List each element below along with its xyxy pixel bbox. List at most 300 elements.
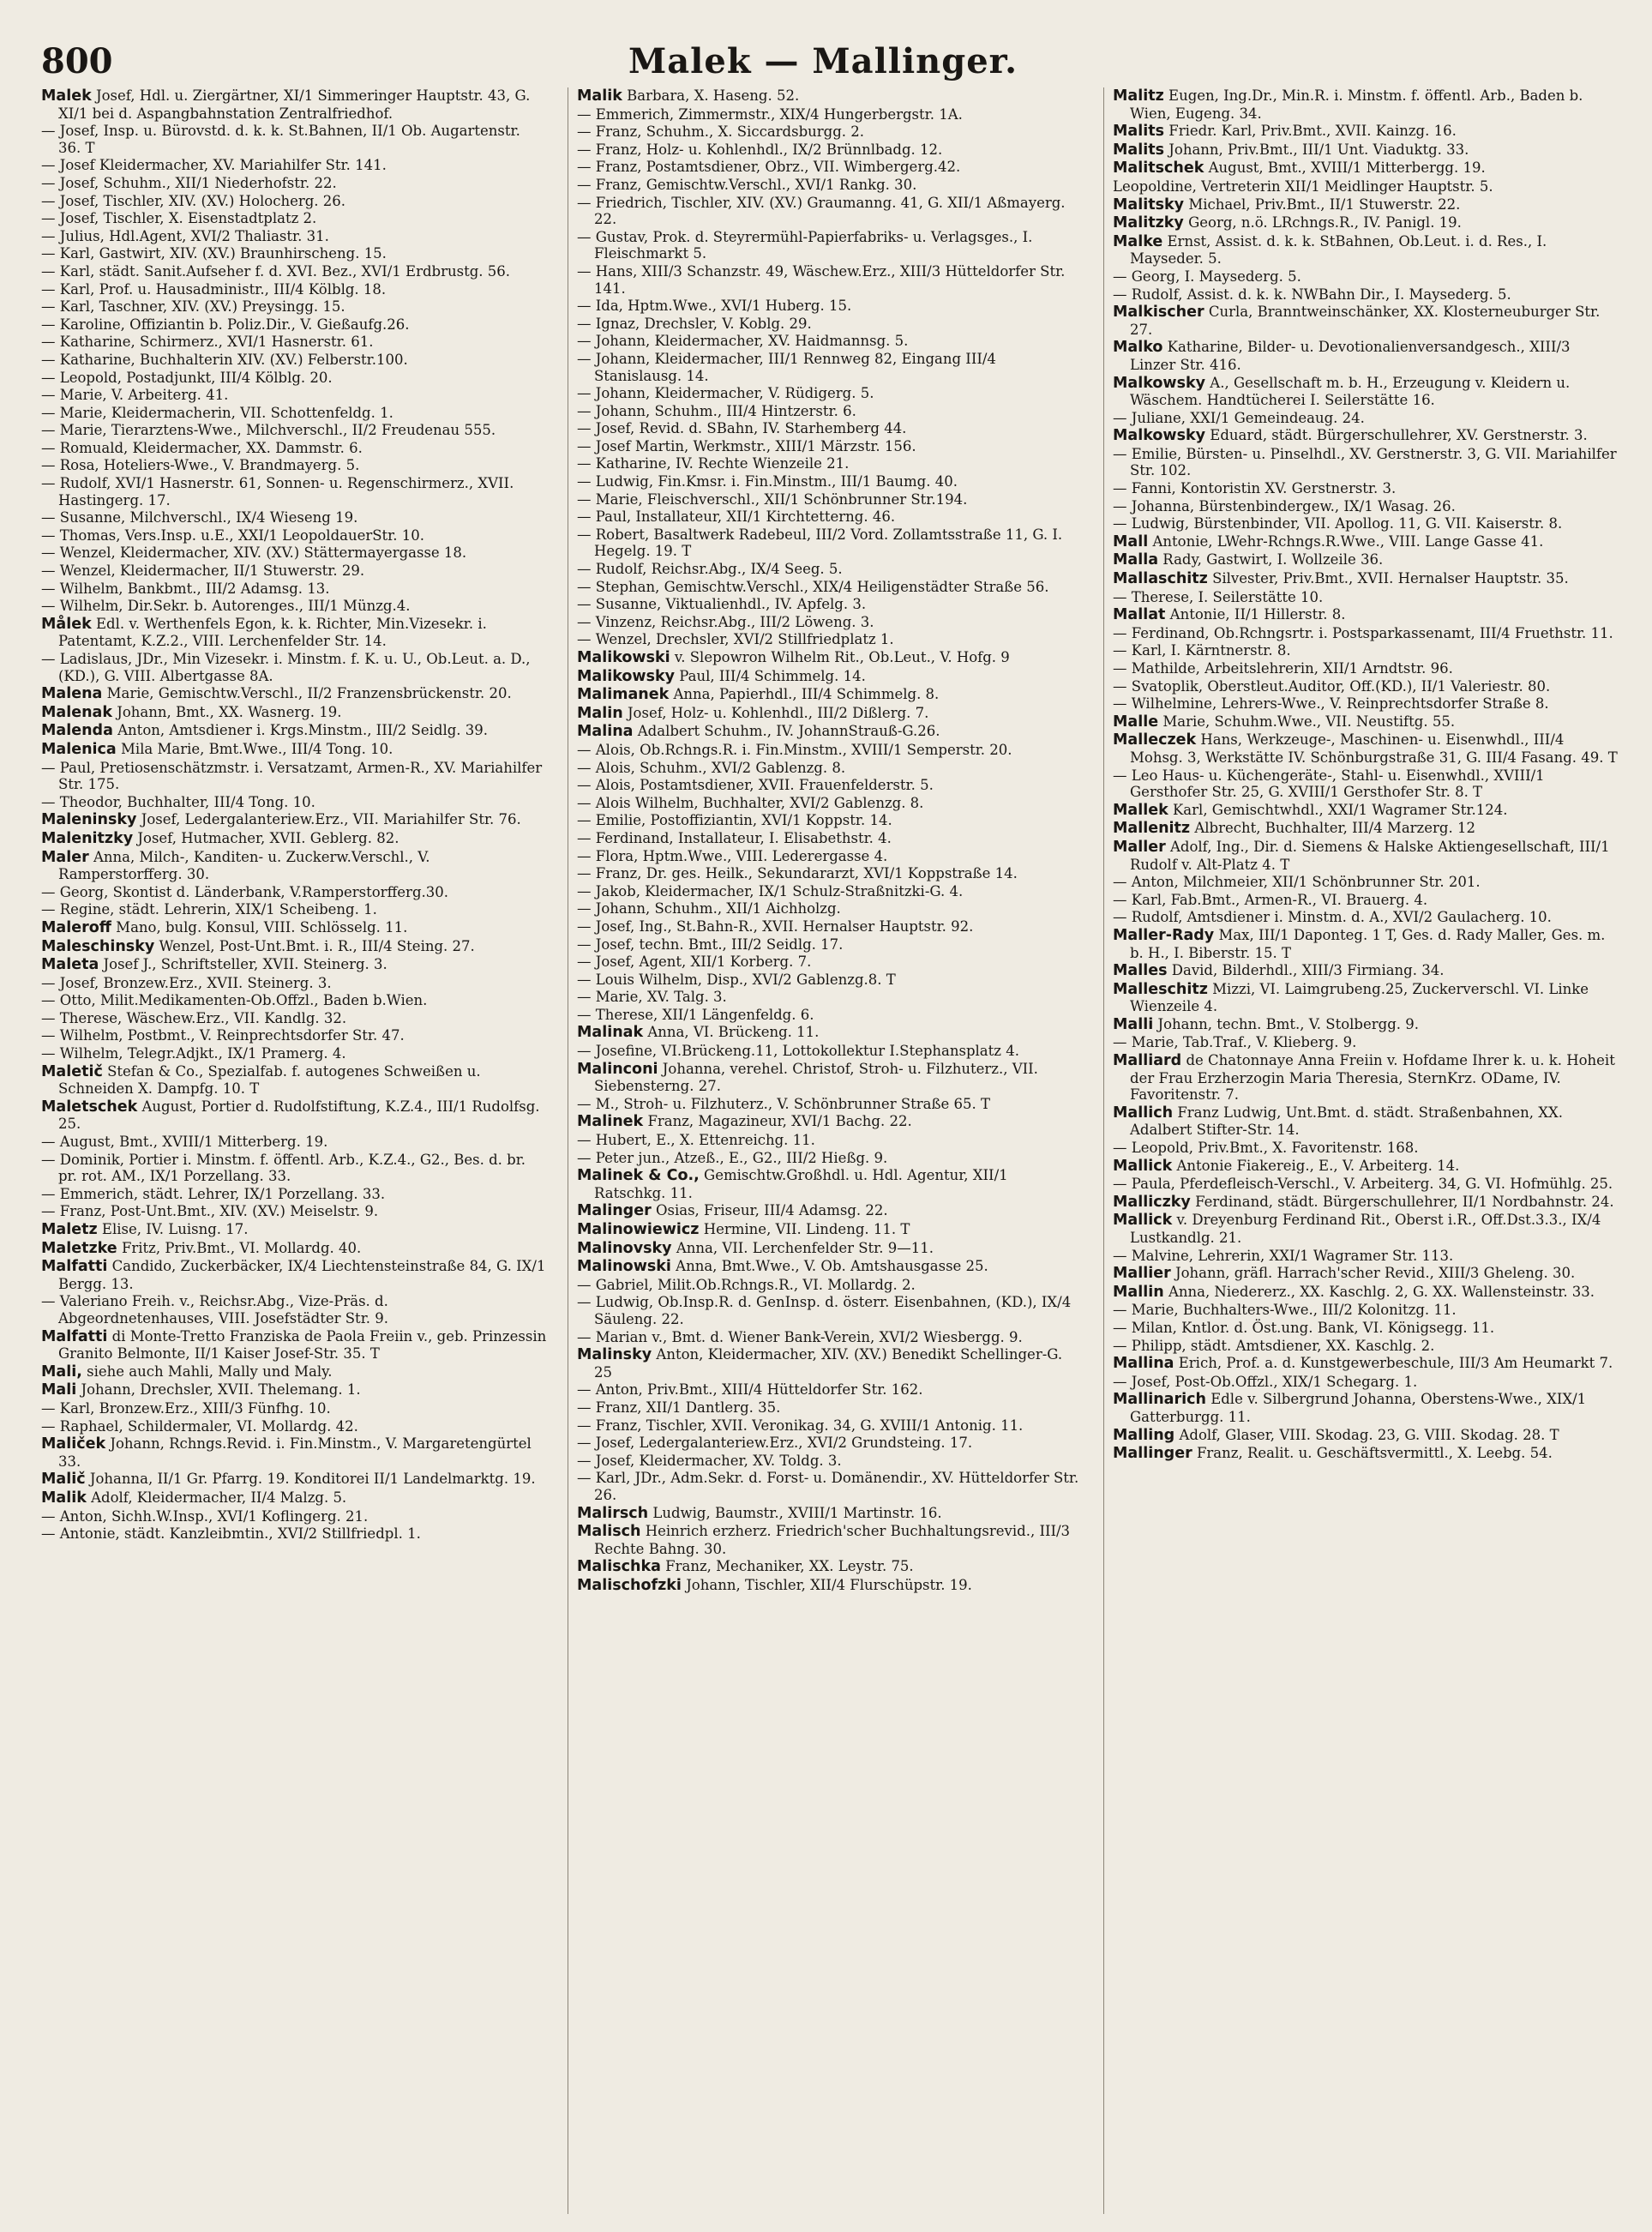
- entry-details: Franz Ludwig, Unt.Bmt. d. städt. Straßenbahnen, XX. Adalbert Stifter-Str. 14.: [1130, 1104, 1563, 1139]
- entry-details: — Friedrich, Tischler, XIV. (XV.) Graumanng. 41, G. XII/1 Aßmayerg. 22.: [577, 194, 1066, 228]
- entry-details: Johann, gräfl. Harrach'scher Revid., XIII/3 Gheleng. 30.: [1174, 1265, 1576, 1282]
- directory-entry: [577, 229, 1083, 262]
- directory-entry: [41, 938, 547, 956]
- entry-details: — Alois, Ob.Rchngs.R. i. Fin.Minstm., XVIII/1 Semperstr. 20.: [577, 741, 1012, 758]
- entry-details: — Karoline, Offiziantin b. Poliz.Dir., V. Gießaufg.26.: [41, 316, 410, 333]
- entry-details: Johann, Bmt., XX. Wasnerg. 19.: [117, 703, 342, 720]
- directory-entry: [1113, 1284, 1619, 1302]
- entry-details: August, Portier d. Rudolfstiftung, K.Z.4., III/1 Rudolfsg. 25.: [58, 1098, 540, 1133]
- directory-entry: [41, 1186, 547, 1203]
- directory-entry: [1113, 286, 1619, 304]
- directory-entry: [577, 1007, 1083, 1024]
- entry-details: — Alois, Postamtsdiener, XVII. Frauenfelderstr. 5.: [577, 777, 934, 794]
- entry-details: Stefan & Co., Spezialfab. f. autogenes Schweißen u. Schneiden X. Dampfg. 10. T: [58, 1062, 481, 1098]
- directory-entry: [577, 848, 1083, 865]
- entry-details: — Karl, Fab.Bmt., Armen-R., VI. Brauerg. 4.: [1113, 891, 1428, 908]
- entry-details: — Ladislaus, JDr., Min Vizesekr. i. Minstm. f. K. u. U., Ob.Leut. a. D., (KD.), G. VIII. Albertgasse 8A.: [41, 651, 531, 684]
- entry-details: Eugen, Ing.Dr., Min.R. i. Minstm. f. öffentl. Arb., Baden b. Wien, Eugeng. 34.: [1130, 87, 1583, 122]
- directory-entry: [1113, 446, 1619, 479]
- directory-entry: [1113, 87, 1619, 122]
- directory-entry: [577, 420, 1083, 437]
- directory-entry: [1113, 1016, 1619, 1034]
- entry-surname: Malimanek: [577, 686, 670, 704]
- entry-surname: Mallek: [1113, 801, 1168, 819]
- entry-surname: Maletschek: [41, 1098, 138, 1116]
- entry-surname: Mallick: [1113, 1157, 1173, 1175]
- directory-entry: [41, 1508, 547, 1525]
- directory-entry: [1113, 515, 1619, 532]
- entry-surname: Mallat: [1113, 606, 1166, 624]
- entry-details: — Marie, Tab.Traf., V. Klieberg. 9.: [1113, 1034, 1357, 1051]
- entry-surname: Malke: [1113, 232, 1163, 250]
- directory-entry: [1113, 660, 1619, 677]
- directory-entry: [41, 210, 547, 227]
- entry-details: — Ludwig, Ob.Insp.R. d. GenInsp. d. österr. Eisenbahnen, (KD.), IX/4 Säuleng. 22.: [577, 1294, 1072, 1327]
- directory-entry: [577, 1221, 1083, 1239]
- entry-details: Mila Marie, Bmt.Wwe., III/4 Tong. 10.: [120, 740, 393, 757]
- entry-surname: Malinowiewicz: [577, 1221, 700, 1238]
- entry-details: Michael, Priv.Bmt., II/1 Stuwerstr. 22.: [1188, 196, 1461, 213]
- entry-details: — Josef Martin, Werkmstr., XIII/1 Märzstr. 156.: [577, 437, 916, 454]
- entry-details: — Wilhelm, Telegr.Adjkt., IX/1 Pramerg. 4.: [41, 1045, 346, 1062]
- entry-details: — M., Stroh- u. Filzhuterz., V. Schönbrunner Straße 65. T: [577, 1095, 991, 1112]
- entry-details: — Karl, Taschner, XIV. (XV.) Preysingg. 15.: [41, 298, 345, 316]
- directory-entry: [41, 811, 547, 829]
- directory-entry: [1113, 981, 1619, 1015]
- directory-entry: [577, 1150, 1083, 1167]
- entry-details: — Johann, Schuhm., XII/1 Aichholzg.: [577, 900, 841, 917]
- directory-entry: [577, 403, 1083, 420]
- entry-details: — Anton, Priv.Bmt., XIII/4 Hütteldorfer Str. 162.: [577, 1381, 923, 1399]
- entry-details: Antonie, II/1 Hillerstr. 8.: [1169, 606, 1346, 623]
- entry-details: — Karl, Gastwirt, XIV. (XV.) Braunhirscheng. 15.: [41, 245, 387, 262]
- entry-surname: Malinowski: [577, 1258, 671, 1276]
- entry-details: Anna, Niedererz., XX. Kaschlg. 2, G. XX. Wallensteinstr. 33.: [1168, 1283, 1595, 1300]
- directory-entry: [577, 865, 1083, 882]
- directory-entry: [577, 1277, 1083, 1294]
- entry-surname: Malitz: [1113, 87, 1164, 105]
- directory-entry: [577, 1417, 1083, 1435]
- entry-details: — Raphael, Schildermaler, VI. Mollardg. 42.: [41, 1417, 358, 1435]
- entry-surname: Malla: [1113, 551, 1159, 569]
- entry-surname: Malina: [577, 723, 634, 741]
- directory-entry: [41, 281, 547, 298]
- directory-entry: [1113, 123, 1619, 141]
- entry-details: — Franz, XII/1 Dantlerg. 35.: [577, 1399, 781, 1416]
- entry-details: — Leopold, Priv.Bmt., X. Favoritenstr. 168.: [1113, 1140, 1419, 1157]
- entry-details: — Wenzel, Kleidermacher, II/1 Stuwerstr. 29.: [41, 563, 365, 580]
- directory-entry: [41, 849, 547, 883]
- directory-entry: [577, 1435, 1083, 1452]
- directory-entry: [577, 883, 1083, 900]
- entry-details: — Susanne, Viktualienhdl., IV. Apfelg. 3.: [577, 596, 867, 613]
- entry-details: Curla, Branntweinschänker, XX. Klosterneuburger Str. 27.: [1130, 304, 1601, 338]
- directory-entry: [1113, 1248, 1619, 1265]
- entry-surname: Malitzky: [1113, 214, 1184, 232]
- directory-entry: [577, 1240, 1083, 1258]
- entry-details: — Wenzel, Drechsler, XVI/2 Stillfriedplatz 1.: [577, 631, 894, 648]
- entry-surname: Mallenitz: [1113, 820, 1191, 838]
- entry-details: Rady, Gastwirt, I. Wollzeile 36.: [1162, 551, 1384, 569]
- directory-entry: [1113, 1194, 1619, 1212]
- directory-entry: [577, 989, 1083, 1006]
- entry-details: Marie, Gemischtw.Verschl., II/2 Franzensbrückenstr. 20.: [106, 685, 512, 702]
- entry-details: — Franz, Post-Unt.Bmt., XIV. (XV.) Meiselstr. 9.: [41, 1203, 379, 1220]
- directory-entry: [41, 1418, 547, 1435]
- directory-entry: [41, 1240, 547, 1258]
- entry-details: A., Gesellschaft m. b. H., Erzeugung v. Kleidern u. Wäschem. Handtücherei I. Seilerstätte 16.: [1130, 374, 1571, 409]
- entry-surname: Malkowsky: [1113, 427, 1206, 445]
- entry-details: — Ferdinand, Ob.Rchngsrtr. i. Postsparkassenamt, III/4 Fruethstr. 11.: [1113, 624, 1613, 641]
- directory-entry: [41, 245, 547, 262]
- entry-details: Paul, III/4 Schimmelg. 14.: [679, 667, 866, 684]
- entry-surname: Mali,: [41, 1363, 82, 1381]
- directory-entry: [41, 760, 547, 793]
- entry-details: Leopoldine, Vertreterin XII/1 Meidlinger Hauptstr. 5.: [1113, 177, 1493, 195]
- directory-entry: [41, 581, 547, 598]
- directory-entry: [577, 614, 1083, 631]
- page-header: [34, 41, 1612, 84]
- directory-entry: [577, 106, 1083, 123]
- entry-details: — Paul, Pretiosenschätzmstr. i. Versatzamt, Armen-R., XV. Mariahilfer Str. 175.: [41, 759, 543, 793]
- entry-details: — Josef, Revid. d. SBahn, IV. Starhemberg 44.: [577, 420, 907, 437]
- directory-entry: [1113, 1302, 1619, 1319]
- directory-entry: [1113, 731, 1619, 766]
- directory-entry: [577, 579, 1083, 596]
- directory-entry: [577, 1202, 1083, 1220]
- entry-details: Johann, Drechsler, XVII. Thelemang. 1.: [81, 1381, 361, 1399]
- entry-details: — Karl, Bronzew.Erz., XIII/3 Fünfhg. 10.: [41, 1399, 331, 1417]
- directory-entry: [41, 405, 547, 422]
- entry-details: — Emilie, Postoffiziantin, XVI/1 Koppstr. 14.: [577, 812, 892, 829]
- directory-entry: [41, 830, 547, 848]
- entry-details: — Emmerich, städt. Lehrer, IX/1 Porzellang. 33.: [41, 1185, 386, 1202]
- column-1: [41, 87, 547, 2214]
- directory-entry: [1113, 1140, 1619, 1157]
- directory-entry: [41, 992, 547, 1009]
- entry-surname: Malinconi: [577, 1060, 658, 1078]
- entry-surname: Malles: [1113, 962, 1168, 980]
- directory-entry: [577, 1558, 1083, 1576]
- entry-details: — Josef, Post-Ob.Offzl., XIX/1 Schegarg. 1.: [1113, 1373, 1418, 1390]
- directory-entry: [577, 385, 1083, 402]
- directory-entry: [577, 900, 1083, 917]
- directory-entry: [41, 316, 547, 334]
- entry-details: — Josef, Kleidermacher, XV. Toldg. 3.: [577, 1452, 842, 1469]
- directory-entry: [577, 1167, 1083, 1201]
- directory-entry: [1113, 695, 1619, 713]
- directory-entry: [1113, 339, 1619, 373]
- directory-entry: [1113, 533, 1619, 551]
- entry-details: — Milan, Kntlor. d. Öst.ung. Bank, VI. Königsegg. 11.: [1113, 1319, 1495, 1336]
- entry-details: — Johanna, Bürstenbindergew., IX/1 Wasag. 26.: [1113, 497, 1456, 514]
- entry-details: — Josef, Tischler, X. Eisenstadtplatz 2.: [41, 210, 317, 227]
- entry-details: Anna, VII. Lerchenfelder Str. 9—11.: [676, 1239, 934, 1256]
- directory-entry: [577, 491, 1083, 508]
- entry-details: — Karl, Prof. u. Hausadministr., III/4 Kölblg. 18.: [41, 280, 387, 298]
- entry-surname: Mallin: [1113, 1283, 1164, 1301]
- directory-entry: [41, 1328, 547, 1363]
- running-head: Malek — Mallinger.: [628, 41, 1018, 81]
- entry-details: v. Slepowron Wilhelm Rit., Ob.Leut., V. Hofg. 9: [674, 649, 1010, 665]
- entry-surname: Malikowski: [577, 649, 670, 666]
- entry-surname: Malischka: [577, 1558, 661, 1576]
- entry-details: — Karl, I. Kärntnerstr. 8.: [1113, 642, 1291, 659]
- directory-entry: [1113, 1374, 1619, 1391]
- entry-details: — Emilie, Bürsten- u. Pinselhdl., XV. Gerstnerstr. 3, G. VII. Mariahilfer Str. 102.: [1113, 445, 1617, 479]
- entry-surname: Malleczek: [1113, 731, 1197, 749]
- entry-details: — Rudolf, XVI/1 Hasnerstr. 61, Sonnen- u. Regenschirmerz., XVII. Hastingerg. 17.: [41, 475, 514, 508]
- directory-entry: [577, 1346, 1083, 1381]
- directory-entry: [577, 723, 1083, 741]
- entry-surname: Maleta: [41, 956, 99, 974]
- entry-details: — Karl, JDr., Adm.Sekr. d. Forst- u. Domänendir., XV. Hütteldorfer Str. 26.: [577, 1470, 1079, 1503]
- directory-entry: [1113, 1427, 1619, 1445]
- entry-details: — Rudolf, Amtsdiener i. Minstm. d. A., XVI/2 Gaulacherg. 10.: [1113, 909, 1552, 926]
- entry-details: — Juliane, XXI/1 Gemeindeaug. 24.: [1113, 409, 1365, 426]
- directory-entry: [577, 561, 1083, 578]
- directory-entry: [1113, 1034, 1619, 1051]
- entry-surname: Målek: [41, 615, 92, 633]
- directory-entry: [1113, 678, 1619, 695]
- entry-details: — Ferdinand, Installateur, I. Elisabethstr. 4.: [577, 829, 892, 846]
- entry-surname: Malirsch: [577, 1504, 649, 1522]
- directory-entry: [1113, 233, 1619, 268]
- directory-entry: [41, 651, 547, 684]
- directory-entry: [41, 175, 547, 192]
- entry-details: Anton, Amtsdiener i. Krgs.Minstm., III/2 Seidlg. 39.: [117, 722, 489, 739]
- directory-entry: [41, 440, 547, 457]
- entry-surname: Maler: [41, 848, 89, 866]
- directory-entry: [1113, 892, 1619, 909]
- column-2: [568, 87, 1083, 2214]
- directory-entry: [41, 457, 547, 474]
- entry-details: Adolf, Kleidermacher, II/4 Malzg. 5.: [91, 1489, 347, 1506]
- entry-details: — Valeriano Freih. v., Reichsr.Abg., Vize-Präs. d. Abgeordnetenhauses, VIII. Josefstädter Str. 9.: [41, 1293, 388, 1327]
- directory-entry: [41, 1045, 547, 1062]
- directory-entry: [577, 1577, 1083, 1595]
- directory-entry: [577, 351, 1083, 384]
- directory-entry: [41, 1471, 547, 1489]
- entry-surname: Malenica: [41, 740, 117, 758]
- entry-details: — Josef Kleidermacher, XV. Mariahilfer Str. 141.: [41, 157, 387, 174]
- entry-details: — Thomas, Vers.Insp. u.E., XXI/1 LeopoldauerStr. 10.: [41, 526, 424, 544]
- directory-entry: [41, 157, 547, 174]
- entry-details: Johann, techn. Bmt., V. Stolbergg. 9.: [1157, 1015, 1419, 1032]
- entry-details: Barbara, X. Haseng. 52.: [627, 87, 800, 104]
- directory-entry: [577, 1399, 1083, 1417]
- entry-details: — Paula, Pferdefleisch-Verschl., V. Arbeiterg. 34, G. VI. Hofmühlg. 25.: [1113, 1176, 1613, 1193]
- entry-surname: Maleschinsky: [41, 937, 155, 955]
- directory-entry: [577, 631, 1083, 648]
- entry-details: — Rosa, Hoteliers-Wwe., V. Brandmayerg. 5.: [41, 457, 360, 474]
- entry-details: Franz, Realit. u. Geschäftsvermittl., X. Leebg. 54.: [1196, 1445, 1553, 1462]
- directory-entry: [1113, 141, 1619, 159]
- entry-details: Edl. v. Werthenfels Egon, k. k. Richter, Min.Vizesekr. i. Patentamt, K.Z.2., VIII. Lerchenfelder Str. 14.: [58, 615, 487, 650]
- directory-entry: [1113, 214, 1619, 232]
- entry-surname: Malinovsky: [577, 1239, 672, 1257]
- entry-details: — Gabriel, Milit.Ob.Rchngs.R., VI. Mollardg. 2.: [577, 1276, 916, 1293]
- entry-surname: Mallinger: [1113, 1445, 1192, 1463]
- entry-surname: Maller-Rady: [1113, 926, 1215, 944]
- entry-details: Anton, Kleidermacher, XIV. (XV.) Benedikt Schellinger-G. 25: [594, 1346, 1063, 1381]
- directory-entry: [577, 1113, 1083, 1131]
- entry-surname: Maleroff: [41, 918, 111, 936]
- directory-entry: [1113, 713, 1619, 731]
- directory-entry: [577, 123, 1083, 141]
- directory-entry: [41, 901, 547, 918]
- directory-entry: [577, 742, 1083, 759]
- directory-entry: [577, 1096, 1083, 1113]
- directory-entry: [1113, 1158, 1619, 1176]
- directory-entry: [41, 1203, 547, 1220]
- directory-entry: [41, 1293, 547, 1327]
- directory-entry: [1113, 551, 1619, 569]
- entry-surname: Mali: [41, 1381, 77, 1399]
- entry-details: — Ludwig, Bürstenbinder, VII. Apollog. 11, G. VII. Kaiserstr. 8.: [1113, 515, 1563, 532]
- entry-details: Josef, Hutmacher, XVII. Geblerg. 82.: [137, 829, 399, 846]
- entry-surname: Malfatti: [41, 1258, 108, 1276]
- entry-details: Mano, bulg. Konsul, VIII. Schlösselg. 11.: [116, 918, 408, 936]
- directory-entry: [41, 352, 547, 369]
- entry-details: Johanna, II/1 Gr. Pfarrg. 19. Konditorei II/1 Landelmarktg. 19.: [89, 1471, 536, 1488]
- entry-surname: Malinek: [577, 1113, 644, 1131]
- directory-entry: [1113, 625, 1619, 642]
- entry-details: — Antonie, städt. Kanzleibmtin., XVI/2 Stillfriedpl. 1.: [41, 1525, 421, 1543]
- directory-entry: [577, 298, 1083, 315]
- entry-surname: Mall: [1113, 532, 1149, 550]
- entry-details: Katharine, Bilder- u. Devotionalienversandgesch., XIII/3 Linzer Str. 416.: [1130, 339, 1571, 373]
- entry-details: Erich, Prof. a. d. Kunstgewerbeschule, III/3 Am Heumarkt 7.: [1178, 1355, 1613, 1372]
- directory-entry: [577, 705, 1083, 723]
- entry-surname: Malenak: [41, 703, 112, 721]
- entry-details: — Marie, Fleischverschl., XII/1 Schönbrunner Str.194.: [577, 490, 968, 508]
- entry-details: — Hans, XIII/3 Schanzstr. 49, Wäschew.Erz., XIII/3 Hütteldorfer Str. 141.: [577, 262, 1066, 297]
- directory-entry: [1113, 1391, 1619, 1425]
- entry-details: Josef, Hdl. u. Ziergärtner, XI/1 Simmeringer Hauptstr. 43, G. XI/1 bei d. Aspangbahnstation Zentralfriedhof.: [58, 87, 531, 122]
- directory-entry: [41, 616, 547, 650]
- directory-entry: [41, 1063, 547, 1098]
- entry-details: — Mathilde, Arbeitslehrerin, XII/1 Arndtstr. 96.: [1113, 660, 1453, 677]
- entry-details: Albrecht, Buchhalter, III/4 Marzerg. 12: [1194, 820, 1475, 837]
- entry-details: — Franz, Postamtsdiener, Obrz., VII. Wimbergerg.42.: [577, 159, 961, 176]
- entry-details: — Leopold, Postadjunkt, III/4 Kölblg. 20.: [41, 369, 333, 386]
- entry-details: Osias, Friseur, III/4 Adamsg. 22.: [655, 1202, 888, 1219]
- entry-details: — Robert, Basaltwerk Radebeul, III/2 Vord. Zollamtsstraße 11, G. I. Hegelg. 19. T: [577, 526, 1063, 560]
- directory-entry: [1113, 606, 1619, 624]
- directory-entry: [1113, 1355, 1619, 1373]
- directory-entry: [41, 509, 547, 526]
- directory-entry: [1113, 196, 1619, 214]
- entry-details: — Leo Haus- u. Küchengeräte-, Stahl- u. Eisenwhdl., XVIII/1 Gersthofer Str. 25, G. XVIII/1 Gersthofer Str. 8. T: [1113, 767, 1545, 801]
- entry-surname: Maletz: [41, 1221, 98, 1238]
- directory-entry: [577, 87, 1083, 105]
- entry-details: — Anton, Milchmeier, XII/1 Schönbrunner Str. 201.: [1113, 874, 1481, 891]
- entry-surname: Mallina: [1113, 1355, 1174, 1373]
- entry-details: Fritz, Priv.Bmt., VI. Mollardg. 40.: [121, 1239, 362, 1256]
- entry-details: — Paul, Installateur, XII/1 Kirchtetterng. 46.: [577, 508, 896, 526]
- directory-entry: [577, 1381, 1083, 1399]
- directory-entry: [1113, 1338, 1619, 1355]
- entry-surname: Malikowsky: [577, 667, 676, 685]
- entry-details: Adolf, Ing., Dir. d. Siemens & Halske Aktiengesellschaft, III/1 Rudolf v. Alt-Platz 4. T: [1130, 838, 1610, 873]
- entry-details: — Josef, techn. Bmt., III/2 Seidlg. 17.: [577, 936, 844, 953]
- entry-surname: Mallier: [1113, 1265, 1171, 1283]
- directory-entry: [41, 228, 547, 245]
- entry-details: — Louis Wilhelm, Disp., XVI/2 Gablenzg.8. T: [577, 971, 896, 988]
- entry-details: Gemischtw.Großhdl. u. Hdl. Agentur, XII/1 Ratschkg. 11.: [594, 1167, 1008, 1201]
- directory-entry: [1113, 268, 1619, 286]
- directory-columns: [41, 87, 1619, 2214]
- entry-surname: Malena: [41, 685, 103, 703]
- entry-surname: Malitsky: [1113, 196, 1185, 214]
- directory-entry: [577, 1043, 1083, 1060]
- directory-entry: [41, 1221, 547, 1239]
- directory-entry: [41, 975, 547, 992]
- entry-details: Antonie, LWehr-Rchngs.R.Wwe., VIII. Lange Gasse 41.: [1152, 532, 1544, 550]
- directory-entry: [41, 722, 547, 740]
- entry-details: Max, III/1 Daponteg. 1 T, Ges. d. Rady Maller, Ges. m. b. H., I. Biberstr. 15. T: [1130, 926, 1606, 961]
- entry-details: — Regine, städt. Lehrerin, XIX/1 Scheibeng. 1.: [41, 901, 377, 918]
- entry-surname: Malinsky: [577, 1346, 652, 1364]
- entry-details: — Therese, I. Seilerstätte 10.: [1113, 588, 1324, 605]
- entry-surname: Maleninsky: [41, 811, 137, 829]
- directory-entry: [577, 141, 1083, 159]
- directory-entry: [577, 972, 1083, 989]
- entry-details: — Ida, Hptm.Wwe., XVI/1 Huberg. 15.: [577, 298, 852, 315]
- entry-details: — Dominik, Portier i. Minstm. f. öffentl. Arb., K.Z.4., G2., Bes. d. br. pr. rot. AM., IX/1 Porzellang. 33.: [41, 1151, 526, 1185]
- entry-details: Johann, Tischler, XII/4 Flurschüpstr. 19.: [686, 1576, 972, 1593]
- entry-details: David, Bilderhdl., XIII/3 Firmiang. 34.: [1171, 962, 1445, 979]
- directory-entry: [577, 1329, 1083, 1346]
- directory-entry: [577, 455, 1083, 472]
- entry-details: Eduard, städt. Bürgerschullehrer, XV. Gerstnerstr. 3.: [1210, 427, 1588, 444]
- entry-surname: Malenitzky: [41, 829, 134, 847]
- directory-entry: [577, 918, 1083, 936]
- directory-entry: [1113, 178, 1619, 196]
- entry-surname: Mallich: [1113, 1104, 1174, 1122]
- entry-surname: Malkowsky: [1113, 374, 1206, 392]
- entry-surname: Mallick: [1113, 1212, 1173, 1230]
- entry-surname: Malek: [41, 87, 92, 105]
- directory-entry: [41, 685, 547, 703]
- entry-surname: Maller: [1113, 838, 1166, 856]
- entry-details: — Susanne, Milchverschl., IX/4 Wieseng 19.: [41, 509, 358, 526]
- entry-details: Johanna, verehel. Christof, Stroh- u. Filzhuterz., VII. Siebensterng. 27.: [594, 1060, 1038, 1095]
- directory-entry: [1113, 839, 1619, 873]
- directory-entry: [577, 263, 1083, 297]
- entry-details: di Monte-Tretto Franziska de Paola Freiin v., geb. Prinzessin Granito Belmonte, II/1 Kaiser Josef-Str. 35. T: [58, 1327, 547, 1363]
- entry-details: — Josefine, VI.Brückeng.11, Lottokollektur I.Stephansplatz 4.: [577, 1043, 1019, 1060]
- entry-details: Anna, Papierhdl., III/4 Schimmelg. 8.: [673, 686, 940, 703]
- entry-surname: Malič: [41, 1471, 86, 1489]
- directory-entry: [577, 1470, 1083, 1503]
- directory-entry: [577, 1132, 1083, 1149]
- directory-entry: [41, 919, 547, 937]
- entry-details: — Hubert, E., X. Ettenreichg. 11.: [577, 1132, 815, 1149]
- directory-entry: [1113, 159, 1619, 177]
- entry-details: — Alois Wilhelm, Buchhalter, XVI/2 Gablenzg. 8.: [577, 794, 924, 811]
- entry-details: Ernst, Assist. d. k. k. StBahnen, Ob.Leut. i. d. Res., I. Mayseder. 5.: [1130, 232, 1547, 268]
- entry-details: Ludwig, Baumstr., XVIII/1 Martinstr. 16.: [652, 1504, 942, 1521]
- directory-entry: [1113, 927, 1619, 961]
- entry-details: — August, Bmt., XVIII/1 Mitterberg. 19.: [41, 1134, 328, 1151]
- entry-details: — Katharine, Schirmerz., XVI/1 Hasnerstr. 61.: [41, 334, 374, 351]
- entry-surname: Malleschitz: [1113, 980, 1208, 998]
- entry-surname: Malko: [1113, 339, 1163, 357]
- directory-entry: [41, 387, 547, 404]
- directory-entry: [41, 598, 547, 615]
